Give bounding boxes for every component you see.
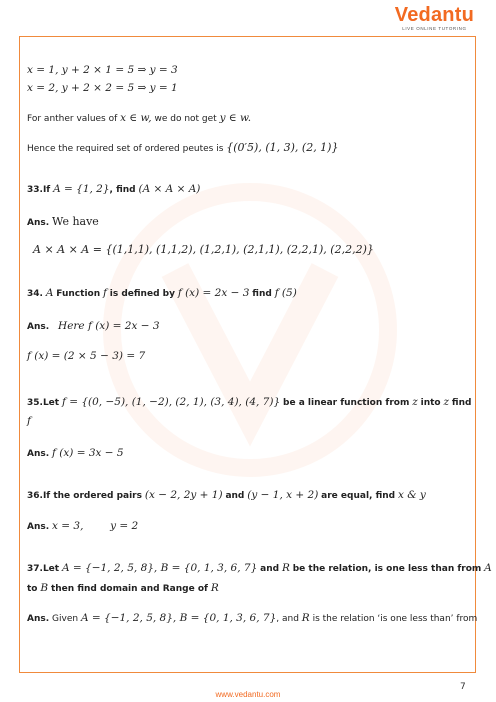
line-required-set: Hence the required set of ordered peutes is {(0′5), (1, 3), (2, 1)} <box>27 141 339 154</box>
question-34: 34. A Function f is defined by f (x) = 2x − 3 find f (5) <box>27 287 297 299</box>
brand-name: Vedantu <box>394 4 474 26</box>
question-36: 36.If the ordered pairs (x − 2, 2y + 1) and (y − 1, x + 2) are equal, find x & y <box>27 489 426 501</box>
line-other-values: For anther values of x ∈ w, we do not get y ∈ w. <box>27 112 252 124</box>
page-number: 7 <box>460 682 466 692</box>
answer-33-label: Ans. We have <box>27 215 99 228</box>
line-x2: x = 2, y + 2 × 2 = 5 ⇒ y = 1 <box>27 82 178 94</box>
question-37: 37.Let A = {−1, 2, 5, 8}, B = {0, 1, 3, 6, 7} and R be the relation, is one less than from A <box>27 562 492 574</box>
question-33: 33.If A = {1, 2}, find (A × A × A) <box>27 183 201 195</box>
answer-36: Ans. x = 3, y = 2 <box>27 520 139 532</box>
answer-34-line2: f (x) = (2 × 5 − 3) = 7 <box>27 350 146 362</box>
answer-34-line1: Ans. Here f (x) = 2x − 3 <box>27 320 160 332</box>
answer-37: Ans. Given A = {−1, 2, 5, 8}, B = {0, 1, 3, 6, 7}, and R is the relation ‘is one less than’ from <box>27 612 478 624</box>
question-37-cont: to B then find domain and Range of R <box>27 582 219 594</box>
answer-35: Ans. f (x) = 3x − 5 <box>27 447 124 459</box>
footer-url[interactable]: www.vedantu.com <box>215 690 281 699</box>
answer-33-math: A × A × A = {(1,1,1), (1,1,2), (1,2,1), (2,1,1), (2,2,1), (2,2,2)} <box>33 243 374 256</box>
brand-tagline: LIVE ONLINE TUTORING <box>402 26 467 31</box>
vedantu-logo <box>395 4 474 31</box>
question-35-cont: f <box>27 415 31 427</box>
line-x1: x = 1, y + 2 × 1 = 5 ⇒ y = 3 <box>27 64 178 76</box>
question-35: 35.Let f = {(0, −5), (1, −2), (2, 1), (3, 4), (4, 7)} be a linear function from z into z find <box>27 396 472 408</box>
